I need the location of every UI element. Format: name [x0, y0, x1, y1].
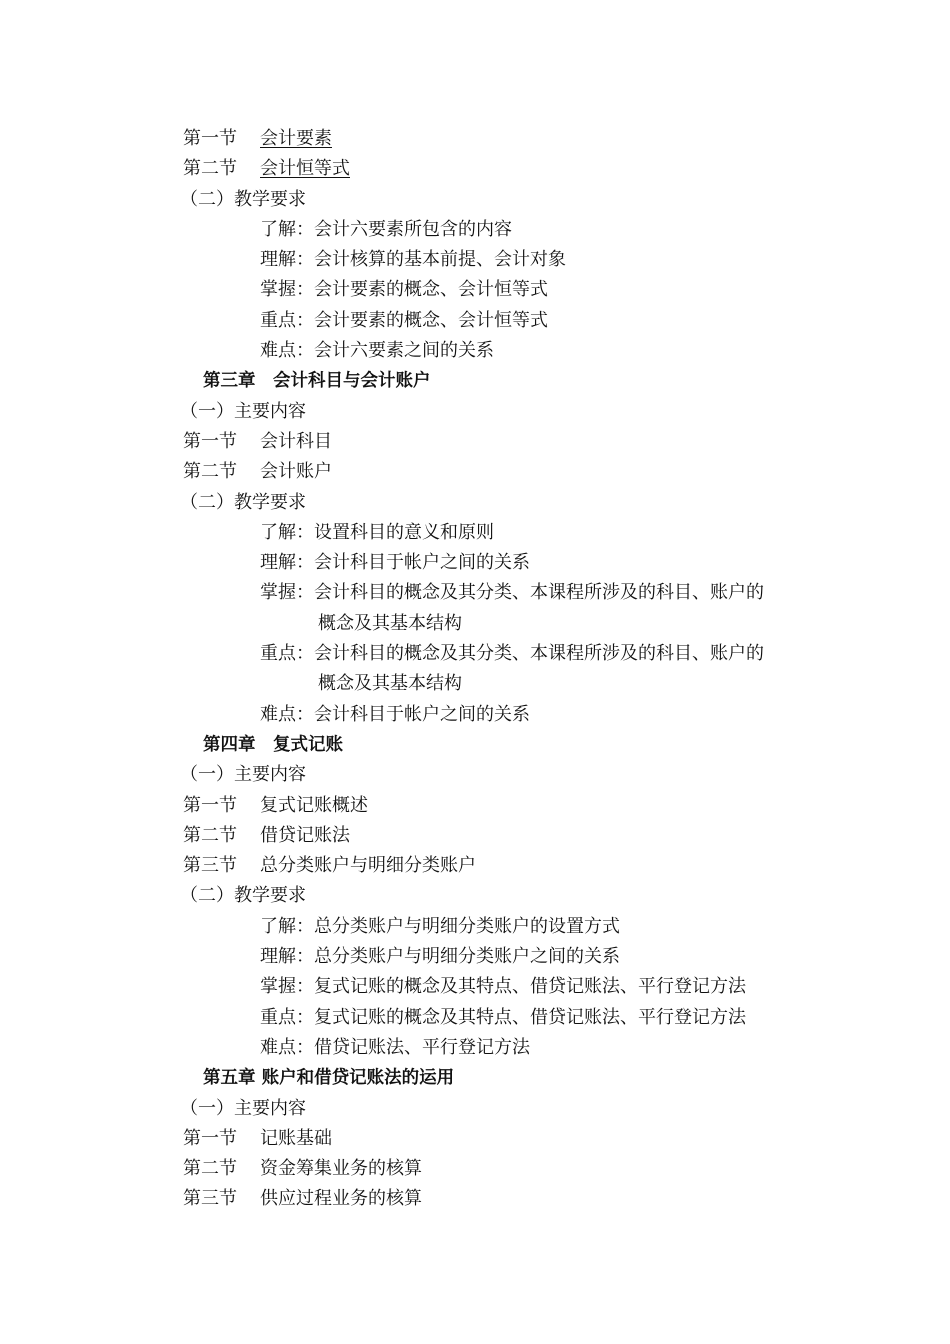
section-heading — [0, 154, 950, 184]
section-heading — [0, 791, 950, 821]
subsection-title: （二）教学要求 — [180, 885, 306, 907]
requirement-text: 掌握：会计科目的概念及其分类、本课程所涉及的科目、账户的 — [260, 582, 764, 604]
section-title: 复式记账概述 — [260, 794, 368, 816]
requirement-item — [0, 336, 950, 366]
requirement-item — [0, 578, 950, 608]
requirement-text: 掌握：复式记账的概念及其特点、借贷记账法、平行登记方法 — [260, 976, 746, 998]
section-number: 第二节 — [183, 824, 237, 846]
section-number: 第一节 — [183, 794, 237, 816]
requirement-item — [0, 972, 950, 1002]
subsection-title: （一）主要内容 — [180, 764, 306, 786]
section-number: 第二节 — [183, 461, 237, 483]
section-heading — [0, 124, 950, 154]
subsection-heading — [0, 488, 950, 518]
section-number: 第一节 — [183, 1127, 237, 1149]
requirement-item — [0, 275, 950, 305]
subsection-title: （一）主要内容 — [180, 1097, 306, 1119]
section-title: 资金筹集业务的核算 — [260, 1158, 422, 1180]
chapter-heading — [0, 366, 950, 396]
section-title-link[interactable]: 会计要素 — [260, 128, 332, 149]
section-heading — [0, 1154, 950, 1184]
requirement-continuation — [0, 669, 950, 699]
requirement-text: 了解：会计六要素所包含的内容 — [260, 218, 512, 240]
requirement-item — [0, 639, 950, 669]
section-number: 第一节 — [183, 128, 237, 149]
section-number: 第二节 — [183, 1158, 237, 1180]
section-number: 第二节 — [183, 158, 237, 180]
requirement-item — [0, 1003, 950, 1033]
subsection-title: （一）主要内容 — [180, 400, 306, 422]
requirement-text: 重点：会计要素的概念、会计恒等式 — [260, 309, 548, 331]
requirement-item — [0, 942, 950, 972]
chapter-title: 第五章 账户和借贷记账法的运用 — [203, 1068, 455, 1089]
requirement-text: 重点：复式记账的概念及其特点、借贷记账法、平行登记方法 — [260, 1006, 746, 1028]
requirement-text: 掌握：会计要素的概念、会计恒等式 — [260, 279, 548, 301]
requirement-text: 难点：借贷记账法、平行登记方法 — [260, 1036, 530, 1058]
section-heading — [0, 427, 950, 457]
chapter-heading — [0, 730, 950, 760]
subsection-heading — [0, 397, 950, 427]
requirement-text: 重点：会计科目的概念及其分类、本课程所涉及的科目、账户的 — [260, 643, 764, 665]
requirement-text: 理解：会计核算的基本前提、会计对象 — [260, 249, 566, 271]
section-title: 总分类账户与明细分类账户 — [260, 855, 476, 877]
section-number: 第三节 — [183, 855, 237, 877]
requirement-text: 难点：会计六要素之间的关系 — [260, 340, 494, 362]
requirement-item — [0, 548, 950, 578]
chapter-heading — [0, 1063, 950, 1093]
chapter-title: 第四章 复式记账 — [203, 734, 343, 755]
requirement-item — [0, 518, 950, 548]
requirement-text: 概念及其基本结构 — [318, 612, 462, 634]
section-title: 借贷记账法 — [260, 824, 350, 846]
section-title-link[interactable]: 会计恒等式 — [260, 158, 350, 180]
section-heading — [0, 821, 950, 851]
requirement-text: 理解：总分类账户与明细分类账户之间的关系 — [260, 946, 620, 968]
subsection-heading — [0, 1094, 950, 1124]
requirement-item — [0, 215, 950, 245]
section-heading — [0, 457, 950, 487]
subsection-title: （二）教学要求 — [180, 491, 306, 513]
section-heading — [0, 1124, 950, 1154]
requirement-continuation — [0, 609, 950, 639]
requirement-text: 概念及其基本结构 — [318, 673, 462, 695]
requirement-item — [0, 912, 950, 942]
section-title: 会计科目 — [260, 430, 332, 452]
document-page — [0, 124, 950, 1215]
subsection-heading — [0, 881, 950, 911]
requirement-item — [0, 700, 950, 730]
subsection-heading — [0, 185, 950, 215]
section-title: 记账基础 — [260, 1127, 332, 1149]
section-number: 第三节 — [183, 1188, 237, 1210]
section-number: 第一节 — [183, 430, 237, 452]
requirement-item — [0, 306, 950, 336]
section-heading — [0, 1184, 950, 1214]
section-title: 供应过程业务的核算 — [260, 1188, 422, 1210]
requirement-text: 了解：总分类账户与明细分类账户的设置方式 — [260, 915, 620, 937]
requirement-item — [0, 1033, 950, 1063]
requirement-text: 难点：会计科目于帐户之间的关系 — [260, 703, 530, 725]
requirement-text: 理解：会计科目于帐户之间的关系 — [260, 552, 530, 574]
requirement-item — [0, 245, 950, 275]
chapter-title: 第三章 会计科目与会计账户 — [203, 371, 431, 392]
requirement-text: 了解：设置科目的意义和原则 — [260, 521, 494, 543]
subsection-heading — [0, 760, 950, 790]
section-heading — [0, 851, 950, 881]
section-title: 会计账户 — [260, 461, 332, 483]
subsection-title: （二）教学要求 — [180, 188, 306, 210]
